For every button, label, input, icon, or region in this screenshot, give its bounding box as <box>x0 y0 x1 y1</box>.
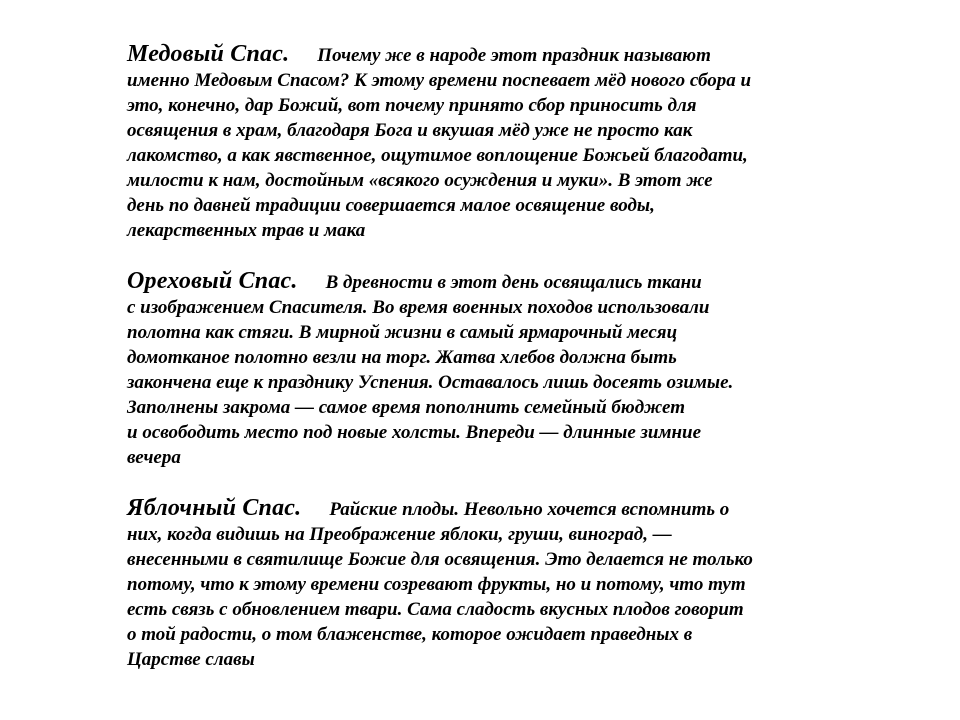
section-text-line: есть связь с обновлением твари. Сама сладость вкусных плодов говорит <box>127 599 744 620</box>
section-text-line: Царстве славы <box>127 649 255 670</box>
section-text-line: домотканое полотно везли на торг. Жатва хлебов должна быть <box>127 347 677 368</box>
section-text-line: освящения в храм, благодаря Бога и вкушая мёд уже не просто как <box>127 120 693 141</box>
section-nut-spas <box>127 269 857 470</box>
section-title: Ореховый Спас. <box>127 268 298 294</box>
section-text-line: Почему же в народе этот праздник называют <box>317 45 711 66</box>
section-title: Медовый Спас. <box>127 41 290 67</box>
section-text-line: лекарственных трав и мака <box>127 220 366 241</box>
section-text-line: внесенными в святилище Божие для освящения. Это делается не только <box>127 549 753 570</box>
section-text-line: них, когда видишь на Преображение яблоки, груши, виноград, — <box>127 524 672 545</box>
section-text-line: это, конечно, дар Божий, вот почему принято сбор приносить для <box>127 95 697 116</box>
section-text-line: Райские плоды. Невольно хочется вспомнить о <box>329 499 730 520</box>
section-text-line: и освободить место под новые холсты. Впереди — длинные зимние <box>127 422 702 443</box>
section-title: Яблочный Спас. <box>127 495 302 521</box>
section-text-line: с изображением Спасителя. Во время военных походов использовали <box>127 297 710 318</box>
section-first-line <box>127 496 857 522</box>
section-text-line: вечера <box>127 447 181 468</box>
section-text-line: милости к нам, достойным «всякого осуждения и муки». В этот же <box>127 170 713 191</box>
section-first-line <box>127 42 857 68</box>
section-text-line: лакомство, а как явственное, ощутимое воплощение Божьей благодати, <box>127 145 748 166</box>
section-text-line: закончена еще к празднику Успения. Оставалось лишь досеять озимые. <box>127 372 734 393</box>
section-text-line: день по давней традиции совершается малое освящение воды, <box>127 195 655 216</box>
section-first-line <box>127 269 857 295</box>
section-honey-spas <box>127 42 857 243</box>
section-text-line: именно Медовым Спасом? К этому времени поспевает мёд нового сбора и <box>127 70 752 91</box>
section-apple-spas <box>127 496 857 672</box>
section-text-line: потому, что к этому времени созревают фрукты, но и потому, что тут <box>127 574 746 595</box>
section-text-line: Заполнены закрома — самое время пополнить семейный бюджет <box>127 397 685 418</box>
section-text-line: В древности в этот день освящались ткани <box>325 272 702 293</box>
section-text-line: о той радости, о том блаженстве, которое ожидает праведных в <box>127 624 693 645</box>
section-text-line: полотна как стяги. В мирной жизни в самый ярмарочный месяц <box>127 322 678 343</box>
